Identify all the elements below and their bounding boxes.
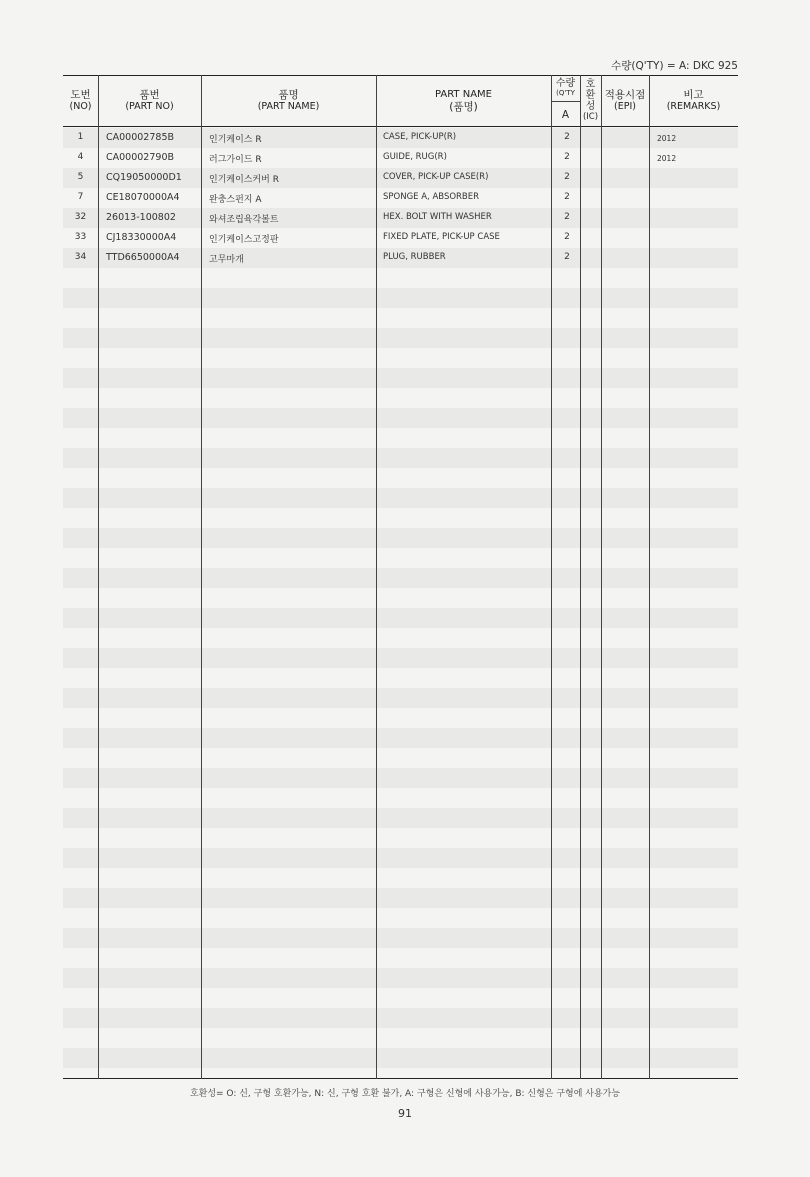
compatibility-legend: 호환성= O: 신, 구형 호환가능, N: 신, 구형 호환 불가, A: 구형은 신형에 사용가능, B: 신형은 구형에 사용가능: [189, 1089, 621, 1099]
table-row: [63, 128, 738, 148]
row-shading-band: [63, 448, 738, 468]
row-part-name-en: GUIDE, RUG(R): [383, 152, 447, 162]
row-shading-band: [63, 368, 738, 388]
table-row: [63, 168, 738, 188]
row-shading-band: [63, 408, 738, 428]
row-no: 5: [77, 172, 84, 182]
row-no: 33: [74, 232, 87, 242]
row-quantity: 2: [564, 172, 570, 182]
table-row: [63, 228, 738, 248]
row-shading-band: [63, 1008, 738, 1028]
row-quantity: 2: [564, 192, 570, 202]
row-shading-band: [63, 888, 738, 908]
header-epi: 적용시점 (EPI): [604, 88, 646, 112]
header-part-no: 품번 (PART NO): [125, 88, 174, 112]
row-part-no: CE18070000A4: [106, 192, 180, 203]
header-quantity-a: A: [551, 101, 580, 127]
row-part-name-ko: 고무마개: [209, 255, 244, 265]
row-shading-band: [63, 528, 738, 548]
row-quantity: 2: [564, 232, 570, 242]
row-shading-band: [63, 1048, 738, 1068]
row-part-no: TTD6650000A4: [106, 252, 180, 263]
row-shading-band: [63, 968, 738, 988]
header-bottom-rule: [63, 126, 738, 127]
row-part-no: CJ18330000A4: [106, 232, 177, 243]
row-part-name-en: PLUG, RUBBER: [383, 252, 446, 262]
table-row: [63, 148, 738, 168]
row-shading-band: [63, 848, 738, 868]
header-interchangeability: 호 환 성 (IC): [582, 78, 599, 122]
parts-table: [63, 75, 738, 1079]
row-part-name-ko: 완충스펀지 A: [209, 195, 262, 205]
table-row: [63, 248, 738, 268]
row-shading-band: [63, 928, 738, 948]
row-remarks: 2012: [657, 134, 677, 143]
row-quantity: 2: [564, 132, 570, 142]
row-part-name-en: FIXED PLATE, PICK-UP CASE: [383, 232, 500, 242]
row-no: 34: [74, 252, 87, 262]
row-shading-band: [63, 728, 738, 748]
row-part-name-en: CASE, PICK-UP(R): [383, 132, 457, 142]
header-quantity: 수량 (Q'TY: [555, 78, 576, 97]
row-no: 32: [74, 212, 87, 222]
row-shading-band: [63, 288, 738, 308]
row-shading-band: [63, 648, 738, 668]
row-part-name-en: COVER, PICK-UP CASE(R): [383, 172, 489, 182]
row-remarks: 2012: [657, 154, 677, 163]
row-shading-band: [63, 688, 738, 708]
row-part-name-en: SPONGE A, ABSORBER: [383, 192, 480, 202]
row-shading-band: [63, 808, 738, 828]
header-part-name-ko: 품명 (PART NAME): [257, 88, 320, 112]
row-quantity: 2: [564, 252, 570, 262]
page-number: 91: [398, 1107, 412, 1120]
row-part-no: CA00002790B: [106, 152, 175, 163]
row-part-no: 26013-100802: [106, 212, 176, 223]
header-no: 도번 (NO): [69, 88, 92, 112]
row-part-no: CQ19050000D1: [106, 172, 182, 183]
quantity-model-note: 수량(Q'TY) = A: DKC 925: [611, 60, 738, 72]
row-part-name-ko: 인기케이스고정판: [209, 235, 279, 245]
row-quantity: 2: [564, 152, 570, 162]
row-no: 7: [77, 192, 84, 202]
table-row: [63, 188, 738, 208]
table-bottom-rule: [63, 1078, 738, 1079]
table-row: [63, 208, 738, 228]
row-shading-band: [63, 608, 738, 628]
row-part-name-ko: 와셔조립육각볼트: [209, 215, 279, 225]
row-no: 1: [77, 132, 84, 142]
row-no: 4: [77, 152, 84, 162]
row-shading-band: [63, 768, 738, 788]
row-shading-band: [63, 328, 738, 348]
row-shading-band: [63, 488, 738, 508]
row-quantity: 2: [564, 212, 570, 222]
row-part-name-ko: 인기케이스커버 R: [209, 175, 279, 185]
header-part-name-en: PART NAME (품명): [434, 88, 492, 113]
row-part-no: CA00002785B: [106, 132, 175, 143]
row-shading-band: [63, 568, 738, 588]
row-part-name-en: HEX. BOLT WITH WASHER: [383, 212, 492, 222]
header-remarks: 비고 (REMARKS): [666, 88, 721, 112]
row-part-name-ko: 인기케이스 R: [209, 135, 262, 145]
row-part-name-ko: 러그가이드 R: [209, 155, 262, 165]
